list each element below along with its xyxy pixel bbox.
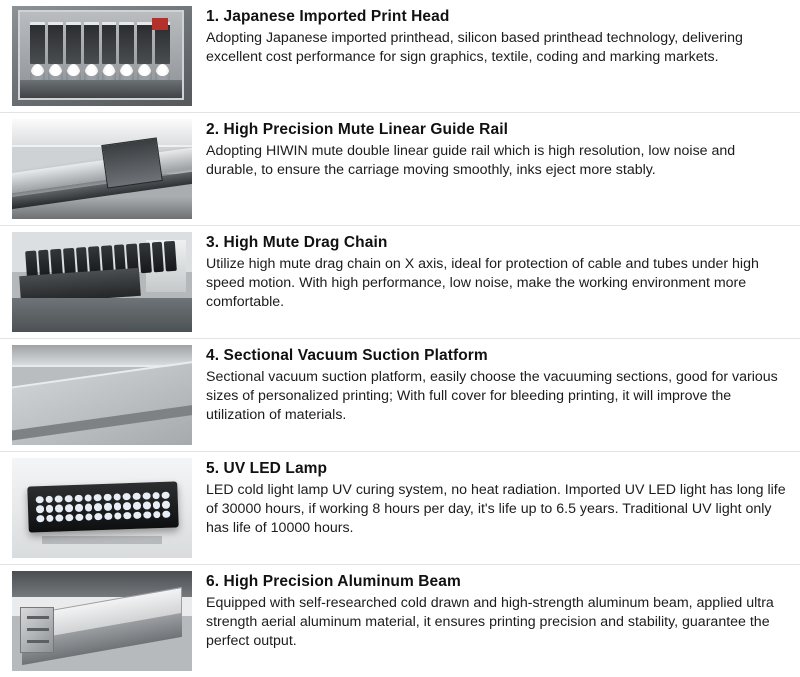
feature-text <box>192 0 800 75</box>
feature-title: 2. High Precision Mute Linear Guide Rail <box>206 121 509 138</box>
led-array <box>36 492 171 523</box>
printhead-base <box>20 80 182 98</box>
photo-shadow <box>12 197 192 219</box>
feature-description: Sectional vacuum suction platform, easily choose the vacuuming sections, good for various sizes of personalized printing; With full cover for bleeding printing, it will improve the utilization of materials. <box>206 369 778 424</box>
vacuum-platform-photo <box>12 345 192 445</box>
feature-text <box>192 339 800 434</box>
uv-led-lamp-photo <box>12 458 192 558</box>
uv-lamp-body <box>27 481 179 532</box>
feature-row <box>0 452 800 565</box>
feature-description: Adopting HIWIN mute double linear guide rail which is high resolution, low noise and durable, to ensure the carriage moving smoothly, inks eject more stably. <box>206 143 736 179</box>
print-head-photo <box>12 6 192 106</box>
feature-row <box>0 113 800 226</box>
feature-row <box>0 226 800 339</box>
drag-chain-photo <box>12 232 192 332</box>
printhead-nozzle-row <box>30 22 170 64</box>
feature-row <box>0 565 800 677</box>
feature-text <box>192 452 800 547</box>
feature-title: 4. Sectional Vacuum Suction Platform <box>206 347 488 364</box>
feature-text <box>192 113 800 188</box>
feature-row <box>0 339 800 452</box>
red-indicator <box>152 18 168 30</box>
aluminum-beam-photo <box>12 571 192 671</box>
linear-guide-rail-photo <box>12 119 192 219</box>
feature-text <box>192 226 800 321</box>
platform-rail <box>12 345 192 365</box>
feature-title: 1. Japanese Imported Print Head <box>206 8 450 25</box>
feature-text <box>192 565 800 660</box>
feature-title: 6. High Precision Aluminum Beam <box>206 573 461 590</box>
feature-title: 5. UV LED Lamp <box>206 460 328 477</box>
machine-table <box>12 298 192 332</box>
beam-cross-section <box>20 607 54 653</box>
carriage-block <box>101 137 163 188</box>
feature-description: Adopting Japanese imported printhead, silicon based printhead technology, delivering excellent cost performance for sign graphics, textile, coding and marking markets. <box>206 30 743 66</box>
feature-description: Utilize high mute drag chain on X axis, ideal for protection of cable and tubes under high speed motion. With high performance, low noise, make the working environment more comfortable. <box>206 256 759 311</box>
feature-row <box>0 0 800 113</box>
feature-description: Equipped with self-researched cold drawn and high-strength aluminum beam, applied ultra strength aerial aluminum material, it ensures printing precision and stability, guarantee the perfect output. <box>206 595 774 650</box>
feature-description: LED cold light lamp UV curing system, no heat radiation. Imported UV LED light has long life of 30000 hours, if working 8 hours per day, it's life up to 6.5 years. Traditional UV light only has life of 10000 hours. <box>206 482 786 537</box>
machine-top-cover <box>12 119 192 145</box>
printhead-frame <box>18 10 184 100</box>
lamp-mount <box>42 536 162 544</box>
feature-title: 3. High Mute Drag Chain <box>206 234 388 251</box>
